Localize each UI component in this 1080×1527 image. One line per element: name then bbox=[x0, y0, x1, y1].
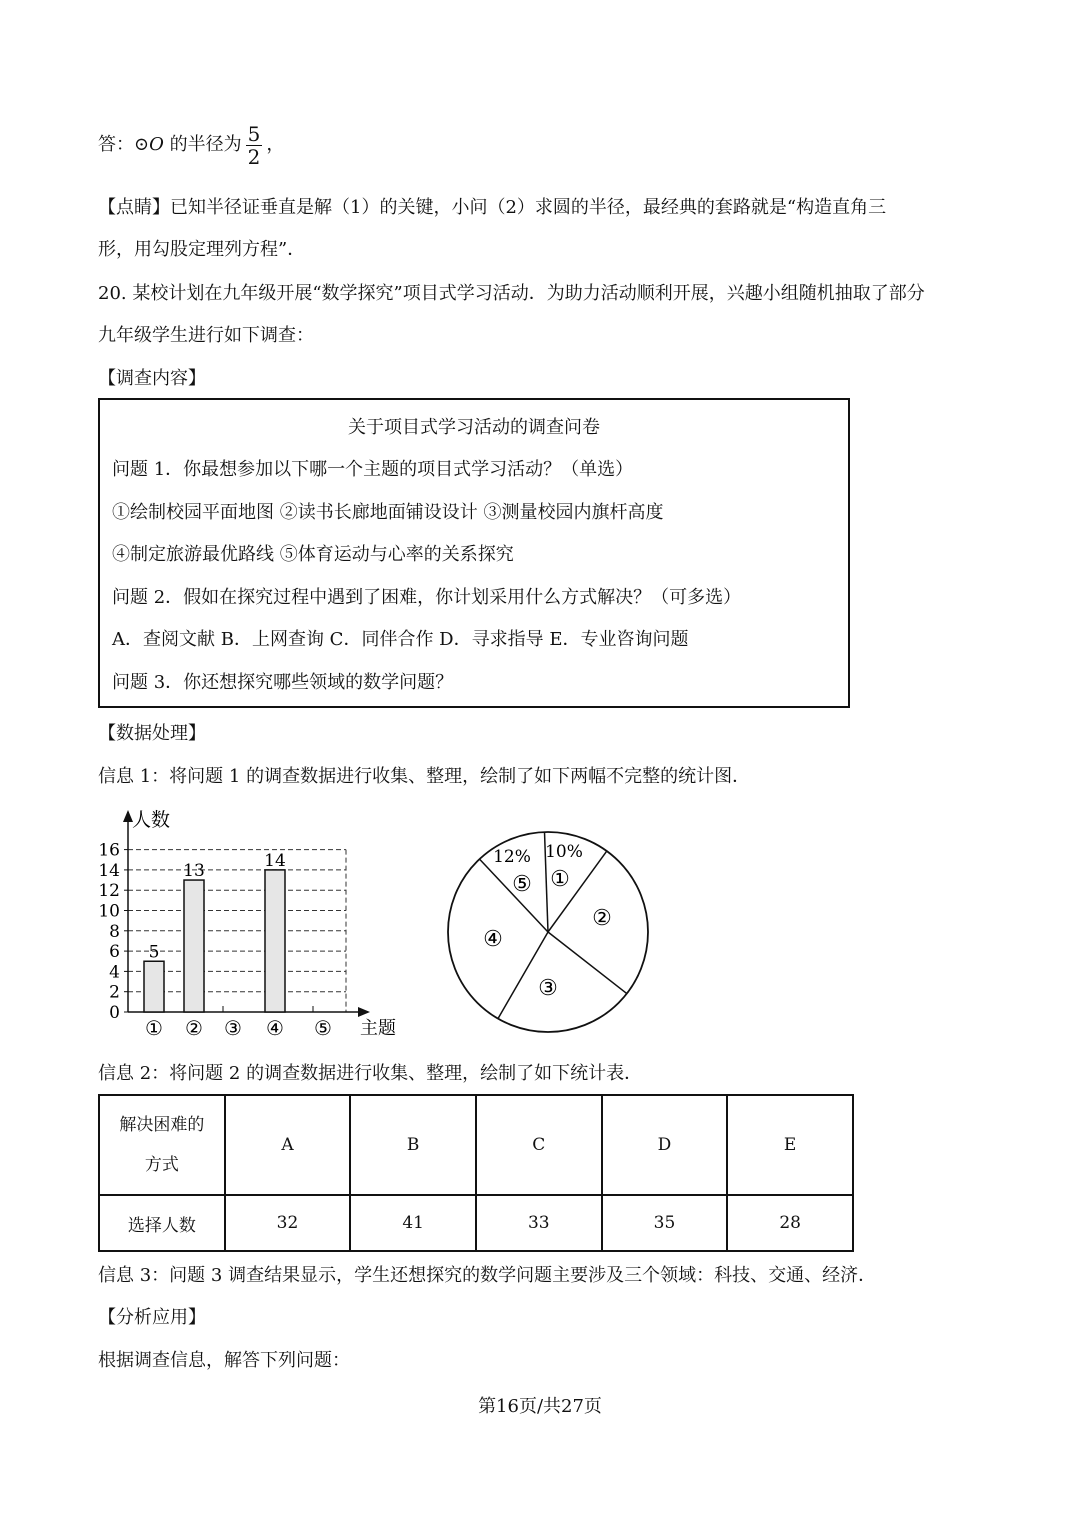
x-tick-label: ① bbox=[145, 1016, 163, 1040]
page-footer: 第16页/共27页 bbox=[478, 1396, 602, 1417]
x-tick-label: ② bbox=[185, 1016, 203, 1040]
survey-title: 关于项目式学习活动的调查问卷 bbox=[348, 417, 600, 438]
closing-line: 根据调查信息，解答下列问题： bbox=[98, 1350, 350, 1371]
fraction-denominator: 2 bbox=[247, 144, 261, 169]
pie-slice-label: ① bbox=[550, 867, 570, 892]
bar-value-label: 13 bbox=[183, 861, 205, 882]
y-tick-label: 10 bbox=[98, 901, 120, 922]
table-header-cell: C bbox=[476, 1095, 602, 1195]
circle-symbol: ⊙ bbox=[134, 134, 150, 155]
pie-chart bbox=[440, 822, 660, 1042]
table-cell: 28 bbox=[727, 1195, 853, 1251]
fraction bbox=[246, 123, 263, 168]
dianjing-line-1: 【点睛】已知半径证垂直是解（1）的关键，小问（2）求圆的半径，最经典的套路就是“构造直角三 bbox=[98, 197, 887, 218]
bar bbox=[144, 961, 164, 1012]
answer-suffix: ， bbox=[266, 134, 285, 155]
pie-slice-label: ④ bbox=[483, 927, 503, 952]
pie-percent-label: 12% bbox=[493, 847, 531, 867]
section-analysis-heading: 【分析应用】 bbox=[98, 1307, 206, 1328]
bar-value-label: 5 bbox=[148, 942, 160, 963]
table-header-row bbox=[99, 1095, 853, 1195]
survey-options-1: ①绘制校园平面地图 ②读书长廊地面铺设设计 ③测量校园内旗杆高度 bbox=[112, 502, 664, 523]
statistics-table bbox=[98, 1094, 854, 1252]
survey-question-3: 问题 3．你还想探究哪些领域的数学问题？ bbox=[112, 672, 454, 693]
table-cell: 35 bbox=[602, 1195, 728, 1251]
y-tick-label: 0 bbox=[109, 1003, 120, 1023]
pie-slice-label: ③ bbox=[538, 976, 558, 1001]
section-data-heading: 【数据处理】 bbox=[98, 723, 206, 744]
table-header-cell: E bbox=[727, 1095, 853, 1195]
bar bbox=[265, 870, 285, 1012]
survey-box bbox=[98, 398, 850, 708]
table-cell: 33 bbox=[476, 1195, 602, 1251]
info-1: 信息 1：将问题 1 的调查数据进行收集、整理，绘制了如下两幅不完整的统计图． bbox=[98, 766, 751, 787]
table-header-label bbox=[99, 1095, 225, 1195]
x-axis-arrow bbox=[358, 1007, 370, 1017]
table-row bbox=[99, 1195, 853, 1251]
question-20-line-1: 20. 某校计划在九年级开展“数学探究”项目式学习活动．为助力活动顺利开展，兴趣小组随机抽取了部分 bbox=[98, 283, 925, 304]
x-tick-label: ④ bbox=[266, 1016, 284, 1040]
survey-question-2: 问题 2．假如在探究过程中遇到了困难，你计划采用什么方式解决？（可多选） bbox=[112, 587, 742, 608]
table-cell: 32 bbox=[225, 1195, 351, 1251]
table-header-cell: D bbox=[602, 1095, 728, 1195]
y-tick-label: 14 bbox=[98, 860, 120, 881]
bar-chart bbox=[90, 800, 420, 1045]
table-header-label-line-2: 方式 bbox=[144, 1155, 179, 1175]
survey-options-2: ④制定旅游最优路线 ⑤体育运动与心率的关系探究 bbox=[112, 544, 514, 565]
pie-slice-label: ⑤ bbox=[512, 872, 532, 897]
answer-text: 的半径为 bbox=[169, 134, 242, 155]
survey-options-3: A．查阅文献 B．上网查询 C．同伴合作 D．寻求指导 E．专业咨询问题 bbox=[112, 629, 689, 650]
circle-var: O bbox=[149, 134, 164, 155]
y-tick-label: 4 bbox=[109, 962, 120, 983]
bar-value-label: 14 bbox=[264, 850, 286, 871]
x-tick-label: ⑤ bbox=[314, 1016, 332, 1040]
answer-line bbox=[98, 122, 284, 168]
pie-percent-label: 10% bbox=[545, 842, 583, 862]
x-axis-label: 主题 bbox=[360, 1018, 396, 1039]
survey-question-1: 问题 1．你最想参加以下哪一个主题的项目式学习活动？（单选） bbox=[112, 459, 634, 480]
bar bbox=[184, 880, 204, 1012]
table-row-label: 选择人数 bbox=[99, 1195, 225, 1251]
info-3: 信息 3：问题 3 调查结果显示，学生还想探究的数学问题主要涉及三个领域：科技、交通、经济． bbox=[98, 1265, 877, 1286]
table-header-label-line-1: 解决困难的 bbox=[119, 1115, 205, 1135]
y-tick-label: 6 bbox=[109, 942, 120, 963]
y-tick-label: 2 bbox=[109, 982, 120, 1003]
question-20-line-2: 九年级学生进行如下调查： bbox=[98, 325, 314, 346]
info-2: 信息 2：将问题 2 的调查数据进行收集、整理，绘制了如下统计表． bbox=[98, 1063, 643, 1084]
table-header-cell: A bbox=[225, 1095, 351, 1195]
x-tick-label: ③ bbox=[224, 1016, 242, 1040]
table-header-cell: B bbox=[350, 1095, 476, 1195]
answer-prefix: 答： bbox=[98, 134, 134, 155]
y-tick-label: 16 bbox=[98, 840, 120, 861]
pie-slice-label: ② bbox=[592, 906, 612, 931]
table-cell: 41 bbox=[350, 1195, 476, 1251]
fraction-numerator: 5 bbox=[247, 121, 261, 146]
dianjing-line-2: 形，用勾股定理列方程”． bbox=[98, 239, 306, 260]
y-tick-label: 12 bbox=[98, 881, 120, 902]
y-axis-label: 人数 bbox=[132, 809, 171, 831]
section-survey-heading: 【调查内容】 bbox=[98, 368, 206, 389]
y-tick-label: 8 bbox=[109, 921, 120, 942]
